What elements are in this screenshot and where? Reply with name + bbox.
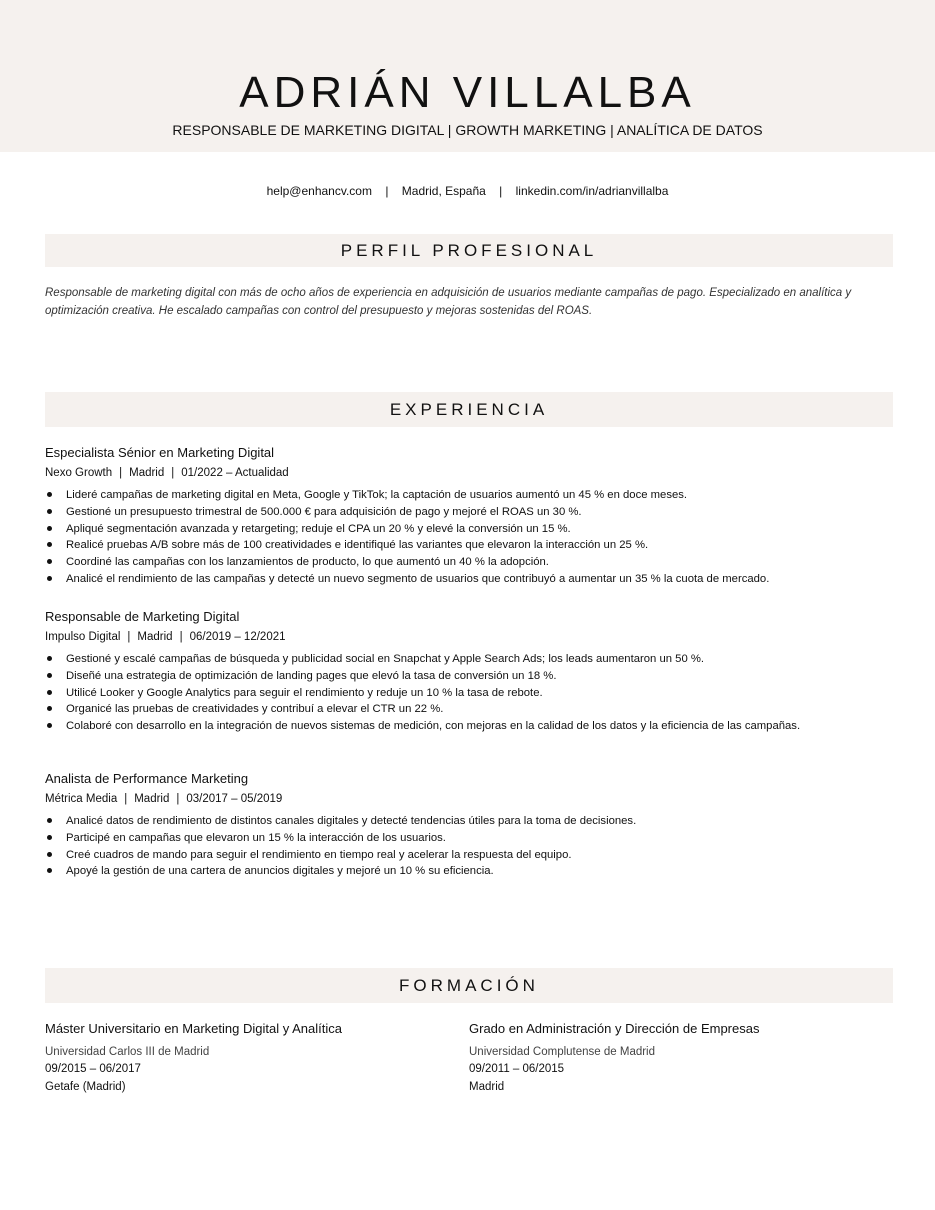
bullet-item: Realicé pruebas A/B sobre más de 100 creatividades e identifiqué las variantes que elevaron la interacción un 25 %. xyxy=(45,537,895,554)
bullet-item: Apoyé la gestión de una cartera de anuncios digitales y mejoré un 10 % su eficiencia. xyxy=(45,863,895,880)
job-dates: 03/2017 – 05/2019 xyxy=(186,793,283,805)
section-profile-heading: PERFIL PROFESIONAL xyxy=(45,234,893,267)
experience-entry xyxy=(45,770,895,880)
education-school: Universidad Complutense de Madrid xyxy=(469,1046,656,1058)
job-dates: 06/2019 – 12/2021 xyxy=(189,631,286,643)
bullet-item: Utilicé Looker y Google Analytics para seguir el rendimiento y reduje un 10 % la tasa de rebote. xyxy=(45,685,895,702)
meta-separator: | xyxy=(179,631,183,643)
meta-separator: | xyxy=(176,793,180,805)
bullet-item: Creé cuadros de mando para seguir el rendimiento en tiempo real y acelerar la respuesta del equipo. xyxy=(45,847,895,864)
education-place: Getafe (Madrid) xyxy=(45,1080,126,1093)
contact-line xyxy=(0,183,935,199)
job-dates: 01/2022 – Actualidad xyxy=(181,467,289,479)
candidate-name: ADRIÁN VILLALBA xyxy=(239,68,696,117)
education-school: Universidad Carlos III de Madrid xyxy=(45,1046,210,1058)
experience-entry xyxy=(45,444,895,588)
bullet-item: Gestioné un presupuesto trimestral de 500.000 € para adquisición de pago y mejoré el ROAS un 30 %. xyxy=(45,504,895,521)
education-entry xyxy=(45,1020,455,1096)
job-company: Impulso Digital xyxy=(45,631,121,643)
job-company: Métrica Media xyxy=(45,793,118,805)
education-dates: 09/2011 – 06/2015 xyxy=(469,1063,565,1075)
contact-email[interactable]: help@enhancv.com xyxy=(266,184,372,198)
job-meta xyxy=(45,790,895,808)
bullet-item: Analicé el rendimiento de las campañas y detecté un nuevo segmento de usuarios que contribuyó a aumentar un 35 % la cuota de mercado. xyxy=(45,571,895,588)
contact-location: Madrid, España xyxy=(401,184,486,198)
bullet-item: Colaboré con desarrollo en la integración de nuevos sistemas de medición, con mejoras en la calidad de los datos y la eficiencia de las campañas. xyxy=(45,718,895,735)
job-title: Responsable de Marketing Digital xyxy=(45,609,240,624)
job-title: Especialista Sénior en Marketing Digital xyxy=(45,445,275,460)
bullet-item: Apliqué segmentación avanzada y retargeting; reduje el CPA un 20 % y elevé la conversión un 15 %. xyxy=(45,521,895,538)
bullet-item: Diseñé una estrategia de optimización de landing pages que elevó la tasa de conversión un 18 %. xyxy=(45,668,895,685)
education-entry xyxy=(469,1020,879,1096)
bullet-item: Participé en campañas que elevaron un 15 % la interacción de los usuarios. xyxy=(45,830,895,847)
job-meta xyxy=(45,628,895,646)
bullet-item: Coordiné las campañas con los lanzamientos de producto, lo que aumentó un 40 % la adopción. xyxy=(45,554,895,571)
job-company: Nexo Growth xyxy=(45,467,113,479)
job-meta xyxy=(45,464,895,482)
meta-separator: | xyxy=(124,793,128,805)
bullet-item: Analicé datos de rendimiento de distintos canales digitales y detecté tendencias útiles para la toma de decisiones. xyxy=(45,813,895,830)
contact-separator: | xyxy=(499,184,503,198)
job-city: Madrid xyxy=(137,631,173,643)
education-degree: Máster Universitario en Marketing Digital y Analítica xyxy=(45,1021,342,1036)
job-bullets xyxy=(45,651,895,735)
bullet-item: Gestioné y escalé campañas de búsqueda y publicidad social en Snapchat y Apple Search Ads; los leads aumentaron un 50 %. xyxy=(45,651,895,668)
job-title: Analista de Performance Marketing xyxy=(45,771,249,786)
bullet-item: Lideré campañas de marketing digital en Meta, Google y TikTok; la captación de usuarios aumentó un 45 % en doce meses. xyxy=(45,487,895,504)
contact-linkedin[interactable]: linkedin.com/in/adrianvillalba xyxy=(515,184,669,198)
education-degree: Grado en Administración y Dirección de Empresas xyxy=(469,1021,760,1036)
profile-summary: Responsable de marketing digital con más de ocho años de experiencia en adquisición de usuarios mediante campañas de pago. Especializado en analítica y optimización creativa. He escalado campañas con control del presupuesto y mejoras sostenidas del ROAS. xyxy=(45,287,852,317)
education-dates: 09/2015 – 06/2017 xyxy=(45,1063,141,1075)
job-city: Madrid xyxy=(129,467,165,479)
job-bullets xyxy=(45,487,895,588)
job-city: Madrid xyxy=(134,793,170,805)
contact-separator: | xyxy=(385,184,389,198)
meta-separator: | xyxy=(171,467,175,479)
meta-separator: | xyxy=(127,631,131,643)
education-place: Madrid xyxy=(469,1080,505,1093)
section-education-heading: FORMACIÓN xyxy=(45,968,893,1003)
bullet-item: Organicé las pruebas de creatividades y contribuí a elevar el CTR un 22 %. xyxy=(45,701,895,718)
experience-entry xyxy=(45,608,895,735)
meta-separator: | xyxy=(119,467,123,479)
candidate-tagline: RESPONSABLE DE MARKETING DIGITAL | GROWTH MARKETING | ANALÍTICA DE DATOS xyxy=(172,122,763,138)
job-bullets xyxy=(45,813,895,880)
section-experience-heading: EXPERIENCIA xyxy=(45,392,893,427)
